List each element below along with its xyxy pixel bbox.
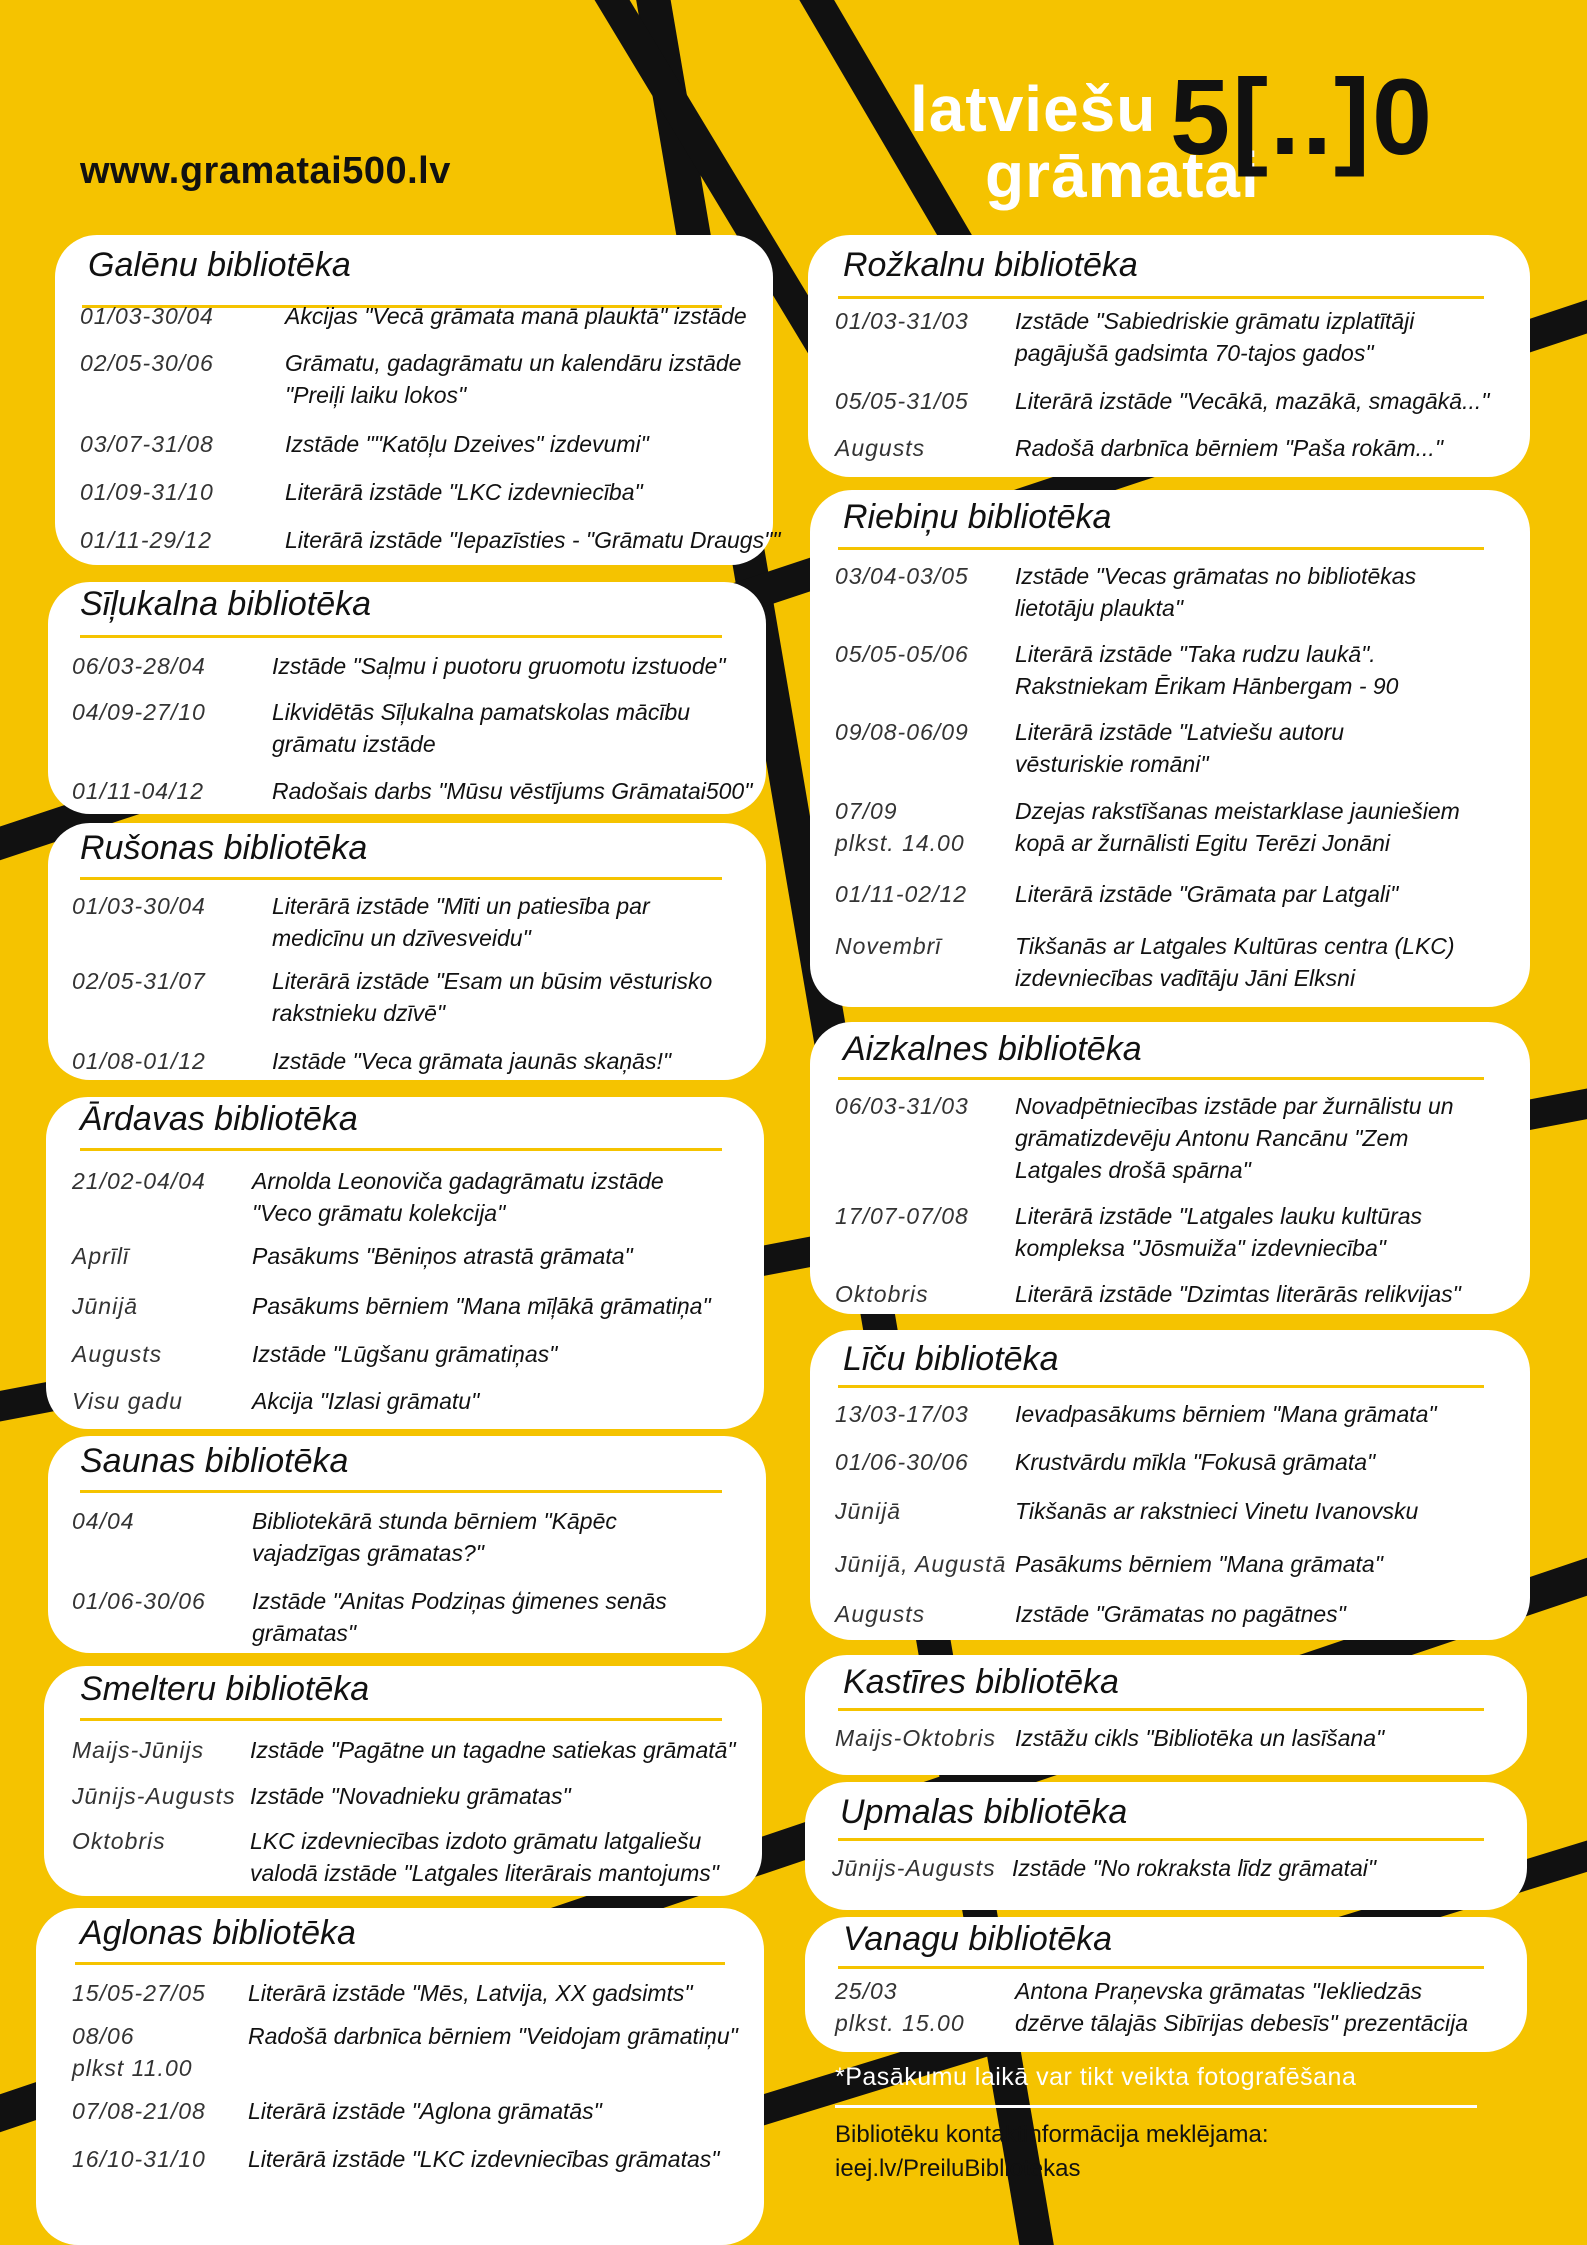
title-underline	[75, 1962, 725, 1965]
contact-line1: Bibliotēku kontaktinformācija meklējama:	[835, 2121, 1269, 2148]
event-date: 01/03-30/04	[80, 303, 214, 329]
event-date: Augusts	[72, 1341, 163, 1367]
event-text: LKC izdevniecības izdoto grāmatu latgaliešu valodā izstāde "Latgales literārais mantojums"	[250, 1828, 719, 1886]
event-date: 01/11-29/12	[80, 527, 213, 553]
event-date: 07/09 plkst. 14.00	[835, 798, 965, 856]
logo-line2: grāmatai	[985, 139, 1260, 211]
event-text: Izstāde "Lūgšanu grāmatiņas"	[252, 1341, 558, 1367]
library-card-8	[808, 235, 1530, 477]
event-date: 15/05-27/05	[72, 1980, 206, 2006]
title-underline	[838, 1077, 1484, 1080]
event-date: Novembrī	[835, 933, 942, 959]
library-title: Riebiņu bibliotēka	[843, 498, 1112, 536]
event-text: Krustvārdu mīkla "Fokusā grāmata"	[1015, 1449, 1376, 1475]
title-underline	[80, 1490, 722, 1493]
event-date: 21/02-04/04	[72, 1168, 206, 1194]
event-date: 01/06-30/06	[72, 1588, 206, 1614]
event-date: 06/03-28/04	[72, 653, 206, 679]
event-date: 01/11-04/12	[72, 778, 205, 804]
event-date: Augusts	[835, 1601, 926, 1627]
event-text: Literārā izstāde "Aglona grāmatās"	[248, 2098, 602, 2124]
event-date: 01/06-30/06	[835, 1449, 969, 1475]
library-card-5	[48, 1436, 766, 1653]
library-title: Rušonas bibliotēka	[80, 829, 368, 867]
event-date: 03/07-31/08	[80, 431, 214, 457]
library-card-2	[48, 582, 766, 814]
event-text: Izstāde "Anitas Podziņas ģimenes senās grāmatas"	[252, 1588, 667, 1646]
event-text: Tikšanās ar rakstnieci Vinetu Ivanovsku	[1015, 1498, 1419, 1524]
event-date: Jūnijā	[835, 1498, 902, 1524]
title-underline	[80, 635, 722, 638]
library-card-7	[36, 1908, 764, 2245]
event-text: Literārā izstāde "LKC izdevniecība"	[285, 479, 643, 505]
event-text: Dzejas rakstīšanas meistarklase jauniešiem kopā ar žurnālisti Egitu Terēzi Jonāni	[1015, 798, 1460, 856]
event-text: Izstāžu cikls "Bibliotēka un lasīšana"	[1015, 1725, 1385, 1751]
library-title: Smelteru bibliotēka	[80, 1670, 370, 1708]
event-text: Literārā izstāde "Mēs, Latvija, XX gadsimts"	[248, 1980, 693, 2006]
contact-line2[interactable]: ieej.lv/PreiluBibliotekas	[835, 2155, 1081, 2182]
library-card-1	[55, 235, 781, 565]
event-text: Grāmatu, gadagrāmatu un kalendāru izstāde "Preiļi laiku lokos"	[285, 350, 742, 408]
event-text: Literārā izstāde "Dzimtas literārās relikvijas"	[1015, 1281, 1461, 1307]
event-date: 06/03-31/03	[835, 1093, 969, 1119]
title-underline	[80, 1718, 722, 1721]
event-date: 04/09-27/10	[72, 699, 206, 725]
event-text: Izstāde "Sabiedriskie grāmatu izplatītāji pagājušā gadsimta 70-tajos gados"	[1015, 308, 1415, 366]
event-text: Tikšanās ar Latgales Kultūras centra (LKC) izdevniecības vadītāju Jāni Elksni	[1015, 933, 1455, 991]
library-title: Ārdavas bibliotēka	[80, 1100, 358, 1138]
event-text: Literārā izstāde "LKC izdevniecības grāmatas"	[248, 2146, 720, 2172]
title-underline	[80, 1148, 722, 1151]
event-text: Izstāde "Veca grāmata jaunās skaņās!"	[272, 1048, 672, 1074]
event-date: Augusts	[835, 435, 926, 461]
event-date: Jūnijā	[72, 1293, 139, 1319]
event-text: Arnolda Leonoviča gadagrāmatu izstāde "Veco grāmatu kolekcija"	[252, 1168, 664, 1226]
event-date: 01/03-30/04	[72, 893, 206, 919]
library-title: Saunas bibliotēka	[80, 1442, 349, 1480]
event-date: Oktobris	[72, 1828, 166, 1854]
library-title: Rožkalnu bibliotēka	[843, 246, 1138, 284]
event-text: Akcijas "Vecā grāmata manā plauktā" izstāde	[285, 303, 747, 329]
library-card-9	[810, 490, 1530, 1007]
title-underline	[838, 547, 1484, 550]
library-title: Upmalas bibliotēka	[840, 1793, 1128, 1831]
event-text: Literārā izstāde "Taka rudzu laukā". Rakstniekam Ērikam Hānbergam - 90	[1015, 641, 1399, 699]
website-url[interactable]: www.gramatai500.lv	[80, 150, 451, 192]
event-text: Novadpētniecības izstāde par žurnālistu un grāmatizdevēju Antonu Rancānu "Zem Latgales drošā spārna"	[1015, 1093, 1454, 1183]
latviesu-gramatai-logo	[905, 56, 1465, 211]
library-title: Aglonas bibliotēka	[80, 1914, 356, 1952]
event-text: Literārā izstāde "Iepazīsties - "Grāmatu Draugs""	[285, 527, 781, 553]
library-title: Aizkalnes bibliotēka	[843, 1030, 1142, 1068]
title-underline	[838, 1385, 1484, 1388]
event-date: Jūnijā, Augustā	[835, 1551, 1007, 1577]
event-date: 05/05-05/06	[835, 641, 969, 667]
library-card-6	[44, 1666, 762, 1896]
library-card-12	[805, 1655, 1527, 1775]
event-text: Izstāde "Pagātne un tagadne satiekas grāmatā"	[250, 1737, 736, 1763]
event-date: Visu gadu	[72, 1388, 183, 1414]
event-date: Oktobris	[835, 1281, 929, 1307]
event-date: 02/05-30/06	[80, 350, 214, 376]
event-date: 05/05-31/05	[835, 388, 969, 414]
event-date: 02/05-31/07	[72, 968, 206, 994]
library-title: Galēnu bibliotēka	[88, 246, 351, 284]
contact-info	[835, 2118, 1269, 2186]
event-date: 01/08-01/12	[72, 1048, 206, 1074]
event-text: Radošais darbs "Mūsu vēstījums Grāmatai500"	[272, 778, 753, 804]
event-date: 01/09-31/10	[80, 479, 214, 505]
note-divider	[835, 2105, 1477, 2108]
event-text: Izstāde "Vecas grāmatas no bibliotēkas lietotāju plaukta"	[1015, 563, 1417, 621]
event-date: 01/03-31/03	[835, 308, 969, 334]
event-text: Literārā izstāde "Esam un būsim vēsturisko rakstnieku dzīvē"	[272, 968, 713, 1026]
event-text: Literārā izstāde "Vecākā, mazākā, smagākā..."	[1015, 388, 1490, 414]
event-date: 01/11-02/12	[835, 881, 968, 907]
logo-line1: latviešu	[910, 73, 1157, 145]
event-date: Maijs-Jūnijs	[72, 1737, 205, 1763]
event-date: 07/08-21/08	[72, 2098, 206, 2124]
event-text: Akcija "Izlasi grāmatu"	[252, 1388, 480, 1414]
event-text: Radošā darbnīca bērniem "Paša rokām..."	[1015, 435, 1443, 461]
event-text: Izstāde "No rokraksta līdz grāmatai"	[1012, 1855, 1377, 1881]
library-card-3	[48, 823, 766, 1080]
event-date: Maijs-Oktobris	[835, 1725, 996, 1751]
event-date: Jūnijs-Augusts	[72, 1783, 236, 1809]
event-text: Likvidētās Sīļukalna pamatskolas mācību grāmatu izstāde	[272, 699, 691, 757]
event-text: Pasākums bērniem "Mana grāmata"	[1015, 1551, 1383, 1577]
event-date: 16/10-31/10	[72, 2146, 206, 2172]
event-date: 08/06 plkst 11.00	[72, 2023, 193, 2081]
event-text: Ievadpasākums bērniem "Mana grāmata"	[1015, 1401, 1437, 1427]
event-date: Jūnijs-Augusts	[832, 1855, 996, 1881]
library-card-11	[810, 1330, 1530, 1640]
event-text: Izstāde "Grāmatas no pagātnes"	[1015, 1601, 1346, 1627]
title-underline	[838, 296, 1484, 299]
event-date: 17/07-07/08	[835, 1203, 969, 1229]
event-text: Literārā izstāde "Grāmata par Latgali"	[1015, 881, 1399, 907]
event-text: Izstāde ""Katōļu Dzeives" izdevumi"	[285, 431, 649, 457]
title-underline	[838, 1838, 1484, 1841]
event-text: Literārā izstāde "Latgales lauku kultūras kompleksa "Jōsmuiža" izdevniecība"	[1015, 1203, 1423, 1261]
event-date: Aprīlī	[72, 1243, 130, 1269]
event-text: Izstāde "Saļmu i puotoru gruomotu izstuode"	[272, 653, 726, 679]
event-date: 13/03-17/03	[835, 1401, 969, 1427]
event-text: Bibliotekārā stunda bērniem "Kāpēc vajadzīgas grāmatas?"	[252, 1508, 617, 1566]
event-date: 03/04-03/05	[835, 563, 969, 589]
event-text: Radošā darbnīca bērniem "Veidojam grāmatiņu"	[248, 2023, 738, 2049]
event-text: Pasākums "Bēniņos atrastā grāmata"	[252, 1243, 633, 1269]
event-text: Literārā izstāde "Mīti un patiesība par medicīnu un dzīvesveidu"	[272, 893, 650, 951]
library-card-10	[810, 1022, 1530, 1314]
photo-note: *Pasākumu laikā var tikt veikta fotografēšana	[835, 2063, 1357, 2091]
title-underline	[838, 1966, 1484, 1969]
event-date: 04/04	[72, 1508, 135, 1534]
library-card-4	[46, 1097, 764, 1429]
logo-number: 5[..]0	[1170, 56, 1435, 177]
event-date: 25/03 plkst. 15.00	[835, 1978, 965, 2036]
title-underline	[838, 1708, 1484, 1711]
event-text: Izstāde "Novadnieku grāmatas"	[250, 1783, 571, 1809]
event-text: Literārā izstāde "Latviešu autoru vēsturiskie romāni"	[1015, 719, 1345, 777]
event-text: Antona Praņevska grāmatas "Iekliedzās dzērve tālajās Sibīrijas debesīs" prezentācija	[1015, 1978, 1469, 2036]
library-card-14	[805, 1917, 1527, 2052]
event-text: Pasākums bērniem "Mana mīļākā grāmatiņa"	[252, 1293, 711, 1319]
library-title: Vanagu bibliotēka	[843, 1920, 1113, 1958]
library-title: Kastīres bibliotēka	[843, 1663, 1119, 1701]
event-date: 09/08-06/09	[835, 719, 969, 745]
library-title: Līču bibliotēka	[843, 1340, 1059, 1378]
library-card-13	[805, 1782, 1527, 1910]
library-title: Sīļukalna bibliotēka	[80, 585, 372, 623]
title-underline	[80, 877, 722, 880]
